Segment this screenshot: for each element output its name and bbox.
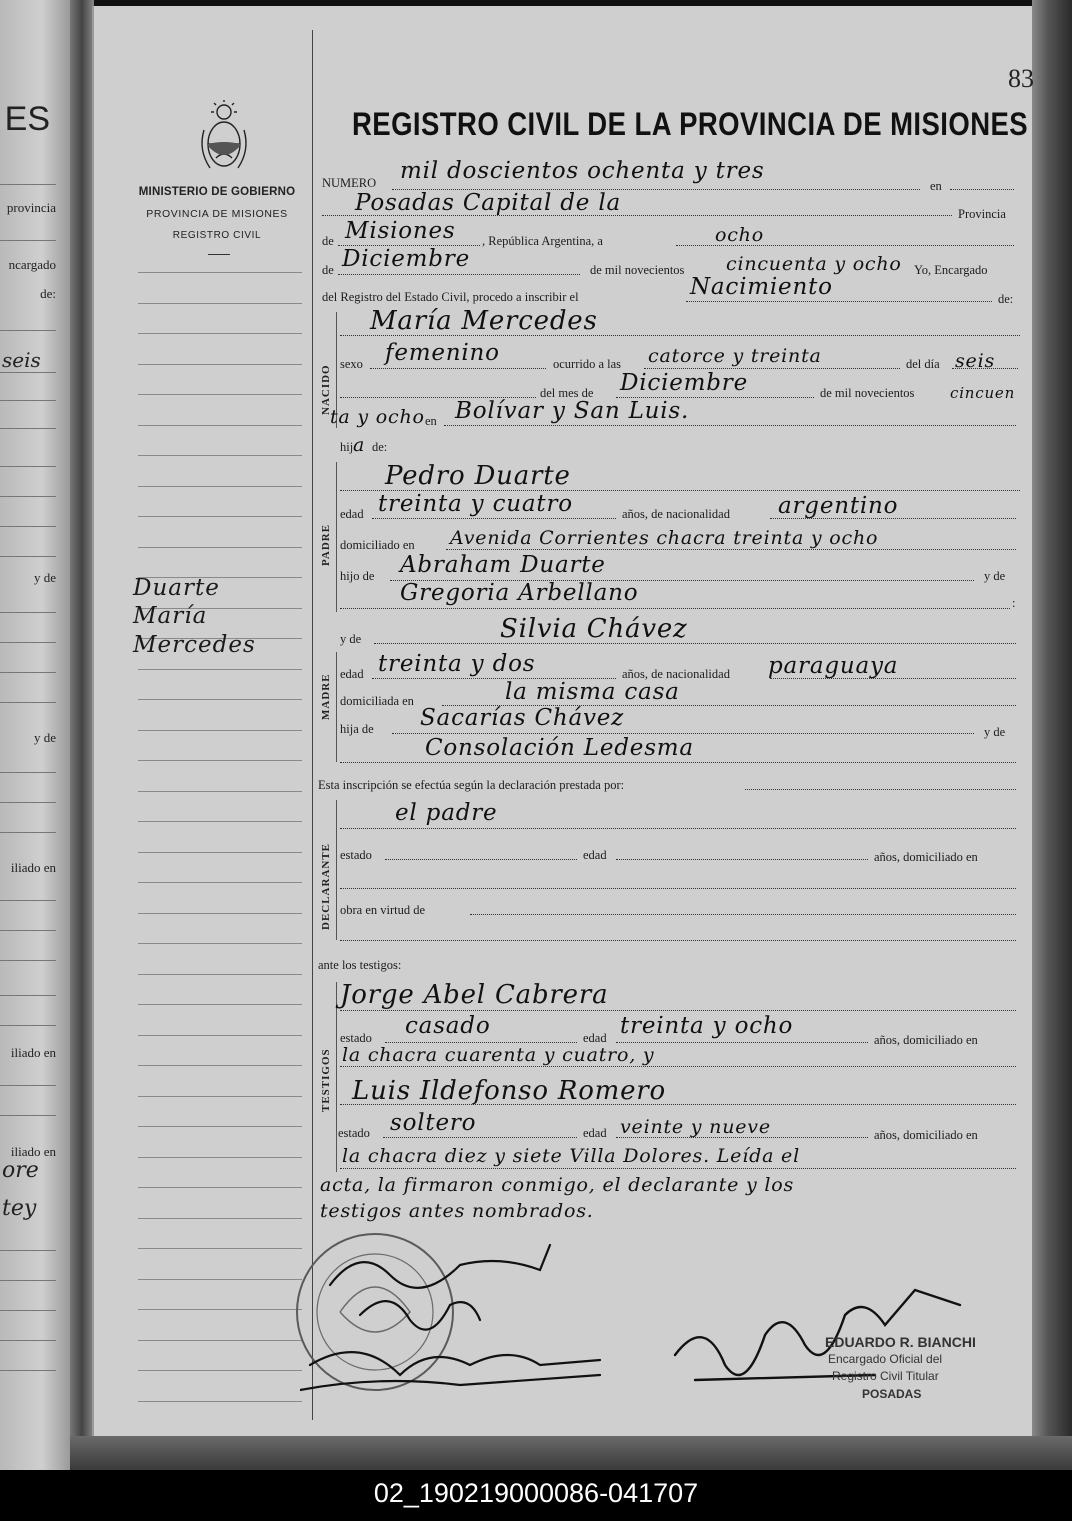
entry-testigo-2: Luis Ildefonso Romero (352, 1076, 666, 1106)
entry-cierre-1: acta, la firmaron conmigo, el declarante y los (320, 1174, 795, 1196)
prev-fragment-y-de-1: y de (33, 570, 56, 585)
entry-lugar: Posadas Capital de la (355, 190, 621, 216)
label-edad-testigo-2: edad (583, 1126, 607, 1140)
page-shadow-bottom (70, 1436, 1072, 1470)
label-hija-de: hija de (340, 722, 374, 736)
previous-page-fragment (0, 0, 70, 1470)
margin-rule (138, 791, 302, 792)
label-y-de-madre-2: y de (984, 725, 1006, 739)
stamp-name: EDUARDO R. BIANCHI (825, 1334, 976, 1350)
signatures-witnesses (300, 1225, 620, 1405)
margin-rule (138, 333, 302, 334)
margin-rule (138, 1187, 302, 1188)
entry-provincia: Misiones (345, 218, 456, 244)
margin-rule (138, 669, 302, 670)
margin-divider (312, 30, 313, 1420)
entry-dia-nacimiento: seis (955, 350, 996, 372)
label-domicilio-declarante: años, domiciliado en (874, 850, 978, 864)
margin-rule (138, 425, 302, 426)
margin-rule (138, 547, 302, 548)
section-padre: PADRE (320, 523, 332, 566)
label-numero: NUMERO (322, 176, 377, 190)
label-edad-testigo-1: edad (583, 1031, 607, 1045)
entry-madre-madre: Consolación Ledesma (425, 735, 694, 761)
book-gutter (70, 0, 94, 1470)
entry-testigo-2-edad: veinte y nueve (620, 1116, 771, 1138)
stamp-line-3: POSADAS (862, 1387, 922, 1401)
prev-handwriting-tey: tey (2, 1196, 37, 1221)
prev-fragment-domiciliado-2: iliado en (10, 1045, 56, 1060)
entry-padre-domicilio: Avenida Corrientes chacra treinta y ocho (450, 527, 879, 549)
label-domiciliada-madre: domiciliada en (340, 694, 414, 708)
margin-rule (138, 730, 302, 731)
section-declarante: DECLARANTE (320, 842, 332, 930)
prev-handwriting-seis: seis (2, 348, 41, 372)
label-domicilio-testigo-1: años, domiciliado en (874, 1033, 978, 1047)
entry-dia: ocho (715, 224, 764, 246)
entry-sexo: femenino (385, 340, 500, 366)
entry-padre-madre: Gregoria Arbellano (400, 580, 639, 606)
margin-rule (138, 699, 302, 700)
label-de-1: de (322, 234, 334, 248)
label-edad-declarante: edad (583, 848, 607, 862)
label-del-dia: del día (906, 357, 940, 371)
margin-rule (138, 1401, 302, 1402)
margin-rule (138, 760, 302, 761)
label-colon: : (1012, 596, 1016, 610)
label-de-2: de (322, 263, 334, 277)
label-estado-declarante: estado (340, 848, 372, 862)
prev-fragment-domiciliado-1: iliado en (10, 860, 56, 875)
label-del-registro: del Registro del Estado Civil, procedo a inscribir el (322, 290, 579, 304)
entry-hijo-sufijo: a (353, 434, 366, 456)
office-name: REGISTRO CIVIL (172, 230, 262, 241)
margin-rule (138, 1248, 302, 1249)
stamp-line-1: Encargado Oficial del (828, 1352, 943, 1366)
label-estado-testigo-2: estado (338, 1126, 370, 1140)
margin-rule (138, 516, 302, 517)
entry-madre-domicilio: la misma casa (505, 679, 680, 705)
label-ante-testigos: ante los testigos: (318, 958, 402, 972)
prev-fragment-provincia: provincia (6, 200, 56, 215)
entry-padre-padre: Abraham Duarte (400, 552, 606, 578)
margin-rule (138, 272, 302, 273)
entry-padre-edad: treinta y cuatro (378, 491, 573, 517)
margin-rule (138, 486, 302, 487)
margin-note-surname: Duarte (133, 575, 220, 601)
margin-rule (138, 1035, 302, 1036)
label-sexo: sexo (340, 357, 363, 371)
label-de-colon: de: (998, 292, 1014, 306)
margin-rule (138, 1126, 302, 1127)
page-edge-shadow (1032, 0, 1072, 1470)
entry-testigo-1: Jorge Abel Cabrera (340, 980, 609, 1010)
label-de-mil: de mil novecientos (590, 263, 685, 277)
label-en: en (930, 179, 942, 193)
entry-testigo-2-estado: soltero (390, 1110, 477, 1136)
entry-acto: Nacimiento (690, 274, 833, 300)
margin-rule (138, 1004, 302, 1005)
province-name: PROVINCIA DE MISIONES (146, 208, 288, 220)
entry-hora: catorce y treinta (648, 345, 822, 367)
entry-anio-nacimiento-b: ta y ocho (330, 406, 425, 428)
entry-cierre-2: testigos antes nombrados. (320, 1200, 594, 1222)
label-provincia: Provincia (958, 207, 1006, 221)
margin-note-second-name: Mercedes (133, 632, 256, 658)
margin-rule (138, 1309, 302, 1310)
label-domiciliado-padre: domiciliado en (340, 538, 415, 552)
entry-padre: Pedro Duarte (385, 461, 571, 491)
prev-fragment-encargado: ncargado (8, 257, 56, 272)
coat-of-arms-icon (196, 100, 252, 176)
margin-rule (138, 974, 302, 975)
ministry-name: MINISTERIO DE GOBIERNO (138, 186, 296, 198)
label-de-3: de: (372, 440, 388, 454)
label-y-de-madre: y de (340, 632, 362, 646)
entry-nombre: María Mercedes (370, 306, 598, 336)
entry-mes: Diciembre (342, 246, 470, 272)
entry-madre-edad: treinta y dos (378, 651, 536, 677)
margin-rule (138, 882, 302, 883)
margin-rule (138, 1065, 302, 1066)
margin-rule (138, 1218, 302, 1219)
margin-rule (138, 1157, 302, 1158)
entry-madre-nacionalidad: paraguaya (768, 653, 899, 679)
label-del-mes: del mes de (540, 386, 594, 400)
label-hijo: hij (340, 440, 354, 454)
entry-lugar-nacimiento: Bolívar y San Luis. (455, 398, 690, 424)
label-estado-testigo-1: estado (340, 1031, 372, 1045)
margin-rule (138, 364, 302, 365)
label-hijo-de: hijo de (340, 569, 375, 583)
label-y-de-padre: y de (984, 569, 1006, 583)
prev-handwriting-ore: ore (2, 1158, 39, 1183)
label-domicilio-testigo-2: años, domiciliado en (874, 1128, 978, 1142)
entry-testigo-1-domicilio: la chacra cuarenta y cuatro, y (342, 1044, 655, 1066)
label-edad-padre: edad (340, 507, 364, 521)
entry-testigo-1-edad: treinta y ocho (620, 1013, 794, 1039)
label-republica: , República Argentina, a (482, 234, 603, 248)
page-title: REGISTRO CIVIL DE LA PROVINCIA DE MISIONES (352, 106, 1029, 142)
label-inscripcion: Esta inscripción se efectúa según la declaración prestada por: (318, 778, 625, 792)
label-edad-madre: edad (340, 667, 364, 681)
label-yo-encargado: Yo, Encargado (914, 263, 988, 277)
margin-rule (138, 1279, 302, 1280)
margin-rule (138, 394, 302, 395)
label-nac-padre: años, de nacionalidad (622, 507, 730, 521)
prev-fragment-domiciliado-3: iliado en (10, 1144, 56, 1159)
entry-anio-nacimiento-a: cincuen (950, 384, 1016, 402)
entry-anio: cincuenta y ocho (726, 253, 902, 275)
margin-rule (138, 1096, 302, 1097)
entry-madre-padre: Sacarías Chávez (420, 705, 625, 731)
entry-testigo-1-estado: casado (405, 1013, 491, 1039)
entry-madre: Silvia Chávez (500, 614, 688, 644)
section-madre: MADRE (320, 673, 332, 720)
label-obra: obra en virtud de (340, 903, 426, 917)
margin-rule (138, 1370, 302, 1371)
label-en-2: en (425, 414, 437, 428)
entry-declarante: el padre (395, 800, 498, 826)
margin-rule (138, 913, 302, 914)
stamp-line-2: Registro Civil Titular (832, 1369, 939, 1383)
entry-testigo-2-domicilio: la chacra diez y siete Villa Dolores. Leída el (342, 1145, 800, 1167)
section-testigos: TESTIGOS (320, 1048, 332, 1112)
prev-title-fragment: ES (4, 100, 50, 138)
margin-rule (138, 455, 302, 456)
label-de-mil-2: de mil novecientos (820, 386, 915, 400)
margin-rule (138, 1340, 302, 1341)
image-caption: 02_190219000086-041707 (0, 1470, 1072, 1521)
label-ocurrido: ocurrido a las (553, 357, 622, 371)
header-short-rule (208, 254, 230, 255)
margin-rule (138, 821, 302, 822)
entry-mes-nacimiento: Diciembre (620, 370, 748, 396)
section-nacido: NACIDO (320, 364, 332, 415)
margin-rule (138, 303, 302, 304)
margin-rule (138, 943, 302, 944)
prev-fragment-y-de-2: y de (33, 730, 56, 745)
margin-rule (138, 852, 302, 853)
prev-fragment-de: de: (40, 286, 56, 301)
entry-numero: mil doscientos ochenta y tres (400, 158, 765, 184)
entry-padre-nacionalidad: argentino (778, 493, 899, 519)
label-nac-madre: años, de nacionalidad (622, 667, 730, 681)
margin-note-first-name: María (133, 603, 208, 629)
folio-number: 83 (1008, 64, 1034, 93)
